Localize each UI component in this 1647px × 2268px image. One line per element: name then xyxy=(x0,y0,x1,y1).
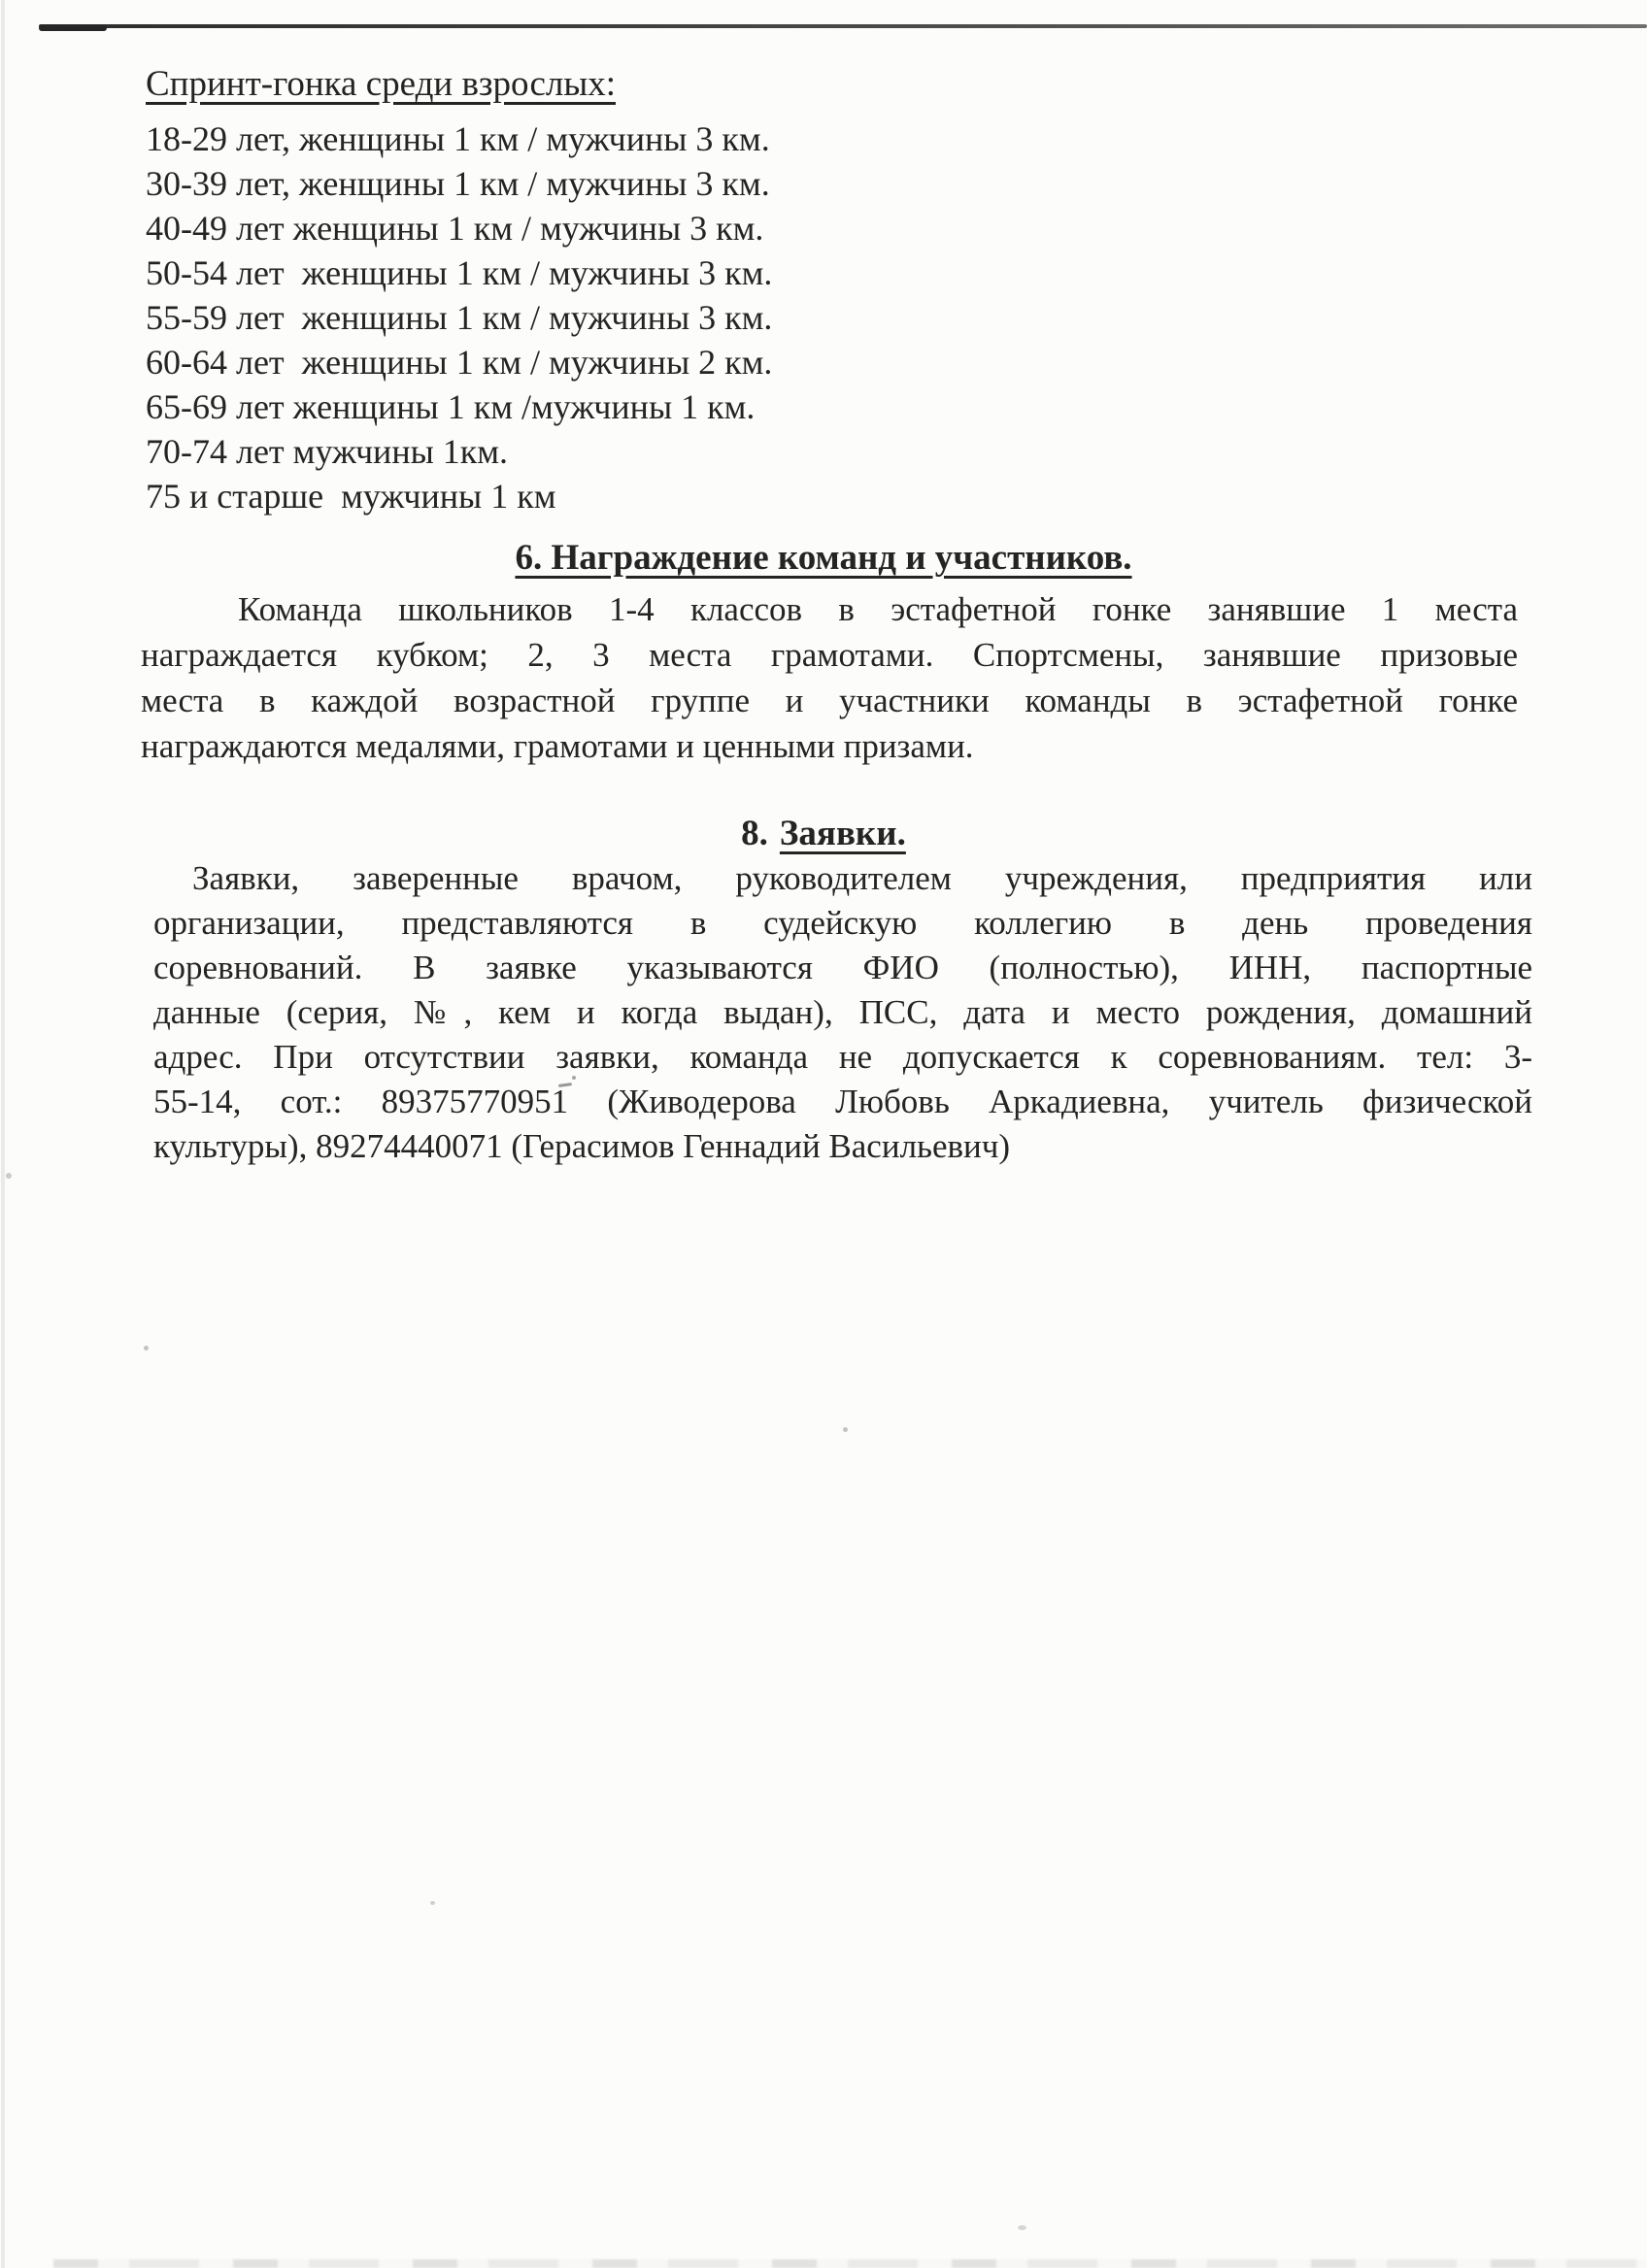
applications-section-number: 8. xyxy=(741,814,768,853)
awards-section-heading-text: 6. Награждение команд и участников. xyxy=(515,538,1132,578)
age-category-line: 55-59 лет женщины 1 км / мужчины 3 км. xyxy=(146,298,773,337)
paragraph-line: данные (серия, №, кем и когда выдан), ПСС, дата и место рождения, домашний xyxy=(153,993,1532,1031)
paragraph-line: Заявки, заверенные врачом, руководителем учреждения, предприятия или xyxy=(192,859,1532,897)
scan-speck xyxy=(144,1346,149,1351)
age-category-line: 65-69 лет женщины 1 км /мужчины 1 км. xyxy=(146,387,756,426)
age-category-line: 70-74 лет мужчины 1км. xyxy=(146,432,509,471)
paragraph-line: организации, представляются в судейскую коллегию в день проведения xyxy=(153,904,1532,942)
awards-section-paragraph xyxy=(141,586,1518,769)
sprint-race-heading: Спринт-гонка среди взрослых: xyxy=(146,64,616,104)
scan-bottom-edge-artifact xyxy=(53,2259,1647,2268)
scan-left-edge-streak xyxy=(1,0,5,2268)
scan-speck xyxy=(1018,2225,1026,2230)
awards-section-heading xyxy=(0,536,1647,581)
paragraph-line: адрес. При отсутствии заявки, команда не допускается к соревнованиям. тел: 3- xyxy=(153,1038,1532,1076)
age-category-line: 50-54 лет женщины 1 км / мужчины 3 км. xyxy=(146,253,773,292)
paragraph-line: соревнований. В заявке указываются ФИО (полностью), ИНН, паспортные xyxy=(153,949,1532,986)
paragraph-line: места в каждой возрастной группе и участники команды в эстафетной гонке xyxy=(141,682,1518,719)
applications-section-heading xyxy=(0,812,1647,856)
scan-speck xyxy=(6,1173,12,1179)
paragraph-line: 55-14, сот.: 89375770951 (Живодерова Любовь Аркадиевна, учитель физической xyxy=(153,1083,1532,1120)
scan-speck xyxy=(843,1427,848,1432)
scan-speck xyxy=(430,1901,435,1905)
age-category-line: 18-29 лет, женщины 1 км / мужчины 3 км. xyxy=(146,119,770,158)
paragraph-line: Команда школьников 1-4 классов в эстафетной гонке занявшие 1 места xyxy=(238,590,1518,628)
paragraph-line: культуры), 89274440071 (Герасимов Геннадий Васильевич) xyxy=(153,1127,1011,1165)
age-category-line: 60-64 лет женщины 1 км / мужчины 2 км. xyxy=(146,343,773,382)
age-category-line: 75 и старше мужчины 1 км xyxy=(146,477,556,516)
age-category-line: 30-39 лет, женщины 1 км / мужчины 3 км. xyxy=(146,164,770,203)
age-category-line: 40-49 лет женщины 1 км / мужчины 3 км. xyxy=(146,209,764,248)
sprint-race-section xyxy=(146,62,1020,518)
paragraph-line: награждается кубком; 2, 3 места грамотами. Спортсмены, занявшие призовые xyxy=(141,636,1518,674)
paragraph-line: награждаются медалями, грамотами и ценными призами. xyxy=(141,727,974,765)
applications-section-paragraph xyxy=(153,856,1532,1169)
applications-section-title: Заявки. xyxy=(779,814,906,853)
scan-top-edge-line xyxy=(39,24,1647,28)
